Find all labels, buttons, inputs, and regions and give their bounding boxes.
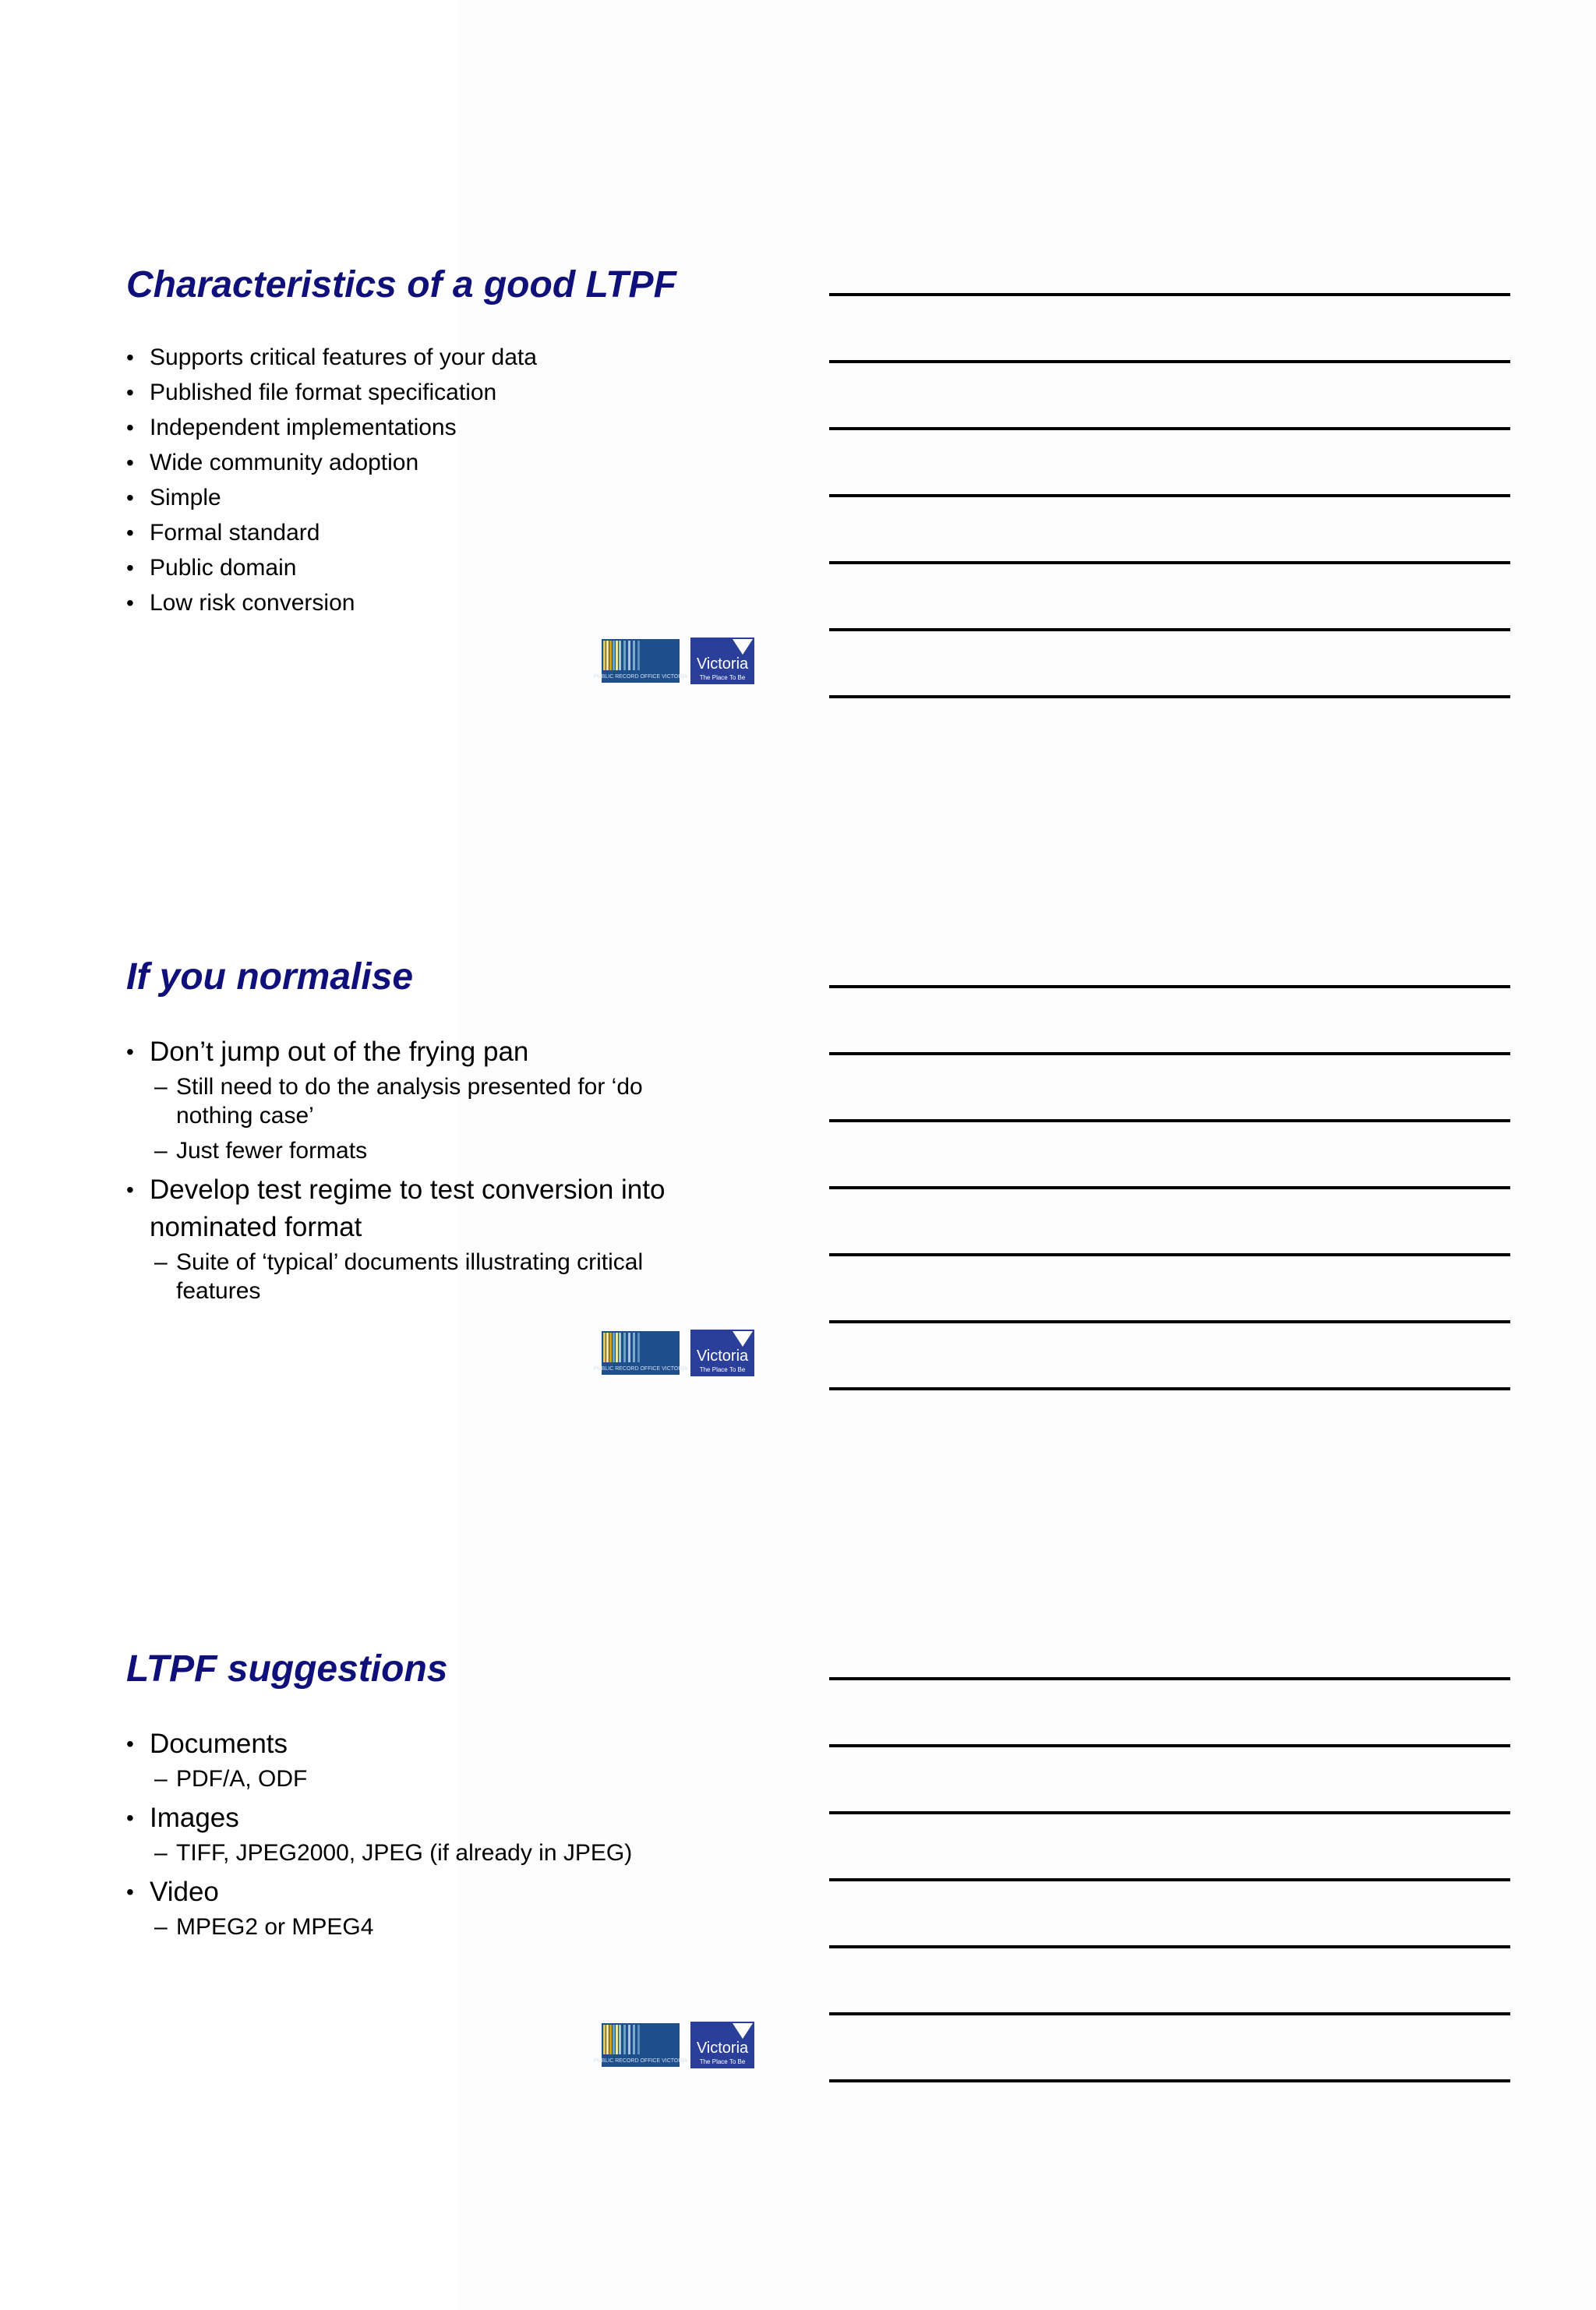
sub-bullet-list [126, 1072, 695, 1165]
sub-bullet-list [126, 1838, 765, 1867]
bullet-dot-icon: • [126, 1040, 134, 1064]
sub-bullet-list [126, 1248, 695, 1305]
bullet-item [126, 375, 719, 410]
dash-icon: – [154, 1766, 168, 1792]
note-line [829, 494, 1510, 497]
bullet-item [126, 550, 719, 585]
bullet-dot-icon: • [126, 556, 134, 580]
bullet-dot-icon: • [126, 415, 134, 440]
note-line [829, 1878, 1510, 1881]
dash-icon: – [154, 1840, 168, 1866]
sub-bullet-item [126, 1136, 695, 1165]
sub-bullet-text: Suite of ‘typical’ documents illustrating critical features [176, 1249, 644, 1304]
bullet-dot-icon: • [126, 1880, 134, 1904]
note-line [829, 1811, 1510, 1814]
note-line [829, 1744, 1510, 1747]
sub-bullet-item [126, 1838, 765, 1867]
dash-icon: – [154, 1914, 168, 1940]
bullet-text: Simple [150, 485, 221, 510]
slide-title: LTPF suggestions [126, 1648, 448, 1690]
sub-bullet-text: Just fewer formats [176, 1138, 368, 1164]
victoria-logo-tagline: The Place To Be [699, 2058, 746, 2065]
slide-title: If you normalise [126, 956, 414, 998]
sub-bullet-list [126, 1764, 765, 1793]
dash-icon: – [154, 1249, 168, 1275]
bullet-text: Published file format specification [150, 380, 497, 405]
note-line [829, 1677, 1510, 1680]
note-line [829, 1320, 1510, 1323]
bullet-item [126, 410, 719, 445]
note-line [829, 360, 1510, 363]
logo-group [593, 2022, 754, 2068]
victoria-logo-icon [690, 1330, 754, 1376]
prov-logo-icon [593, 1331, 688, 1375]
bullet-dot-icon: • [126, 1806, 134, 1830]
note-line [829, 561, 1510, 564]
sub-bullet-item [126, 1072, 695, 1130]
victoria-logo-icon [690, 638, 754, 684]
sub-bullet-text: PDF/A, ODF [176, 1766, 308, 1792]
victoria-logo-icon [690, 2022, 754, 2068]
victoria-logo-tagline: The Place To Be [699, 674, 746, 681]
notes-lines [829, 985, 1510, 1390]
bullet-list [126, 340, 719, 620]
bullet-text: Independent implementations [150, 415, 457, 440]
prov-logo-text: PUBLIC RECORD OFFICE VICTORIA [593, 674, 688, 680]
logo-group [593, 638, 754, 684]
bullet-item [126, 340, 719, 375]
slide-title: Characteristics of a good LTPF [126, 264, 676, 306]
prov-logo-text: PUBLIC RECORD OFFICE VICTORIA [593, 1366, 688, 1372]
victoria-logo-text: Victoria [696, 655, 749, 673]
bullet-text: Supports critical features of your data [150, 344, 537, 370]
sub-bullet-text: Still need to do the analysis presented for ‘do nothing case’ [176, 1074, 643, 1129]
bullet-item [126, 1800, 765, 1837]
bullet-text: Video [150, 1877, 219, 1907]
bullet-item [126, 1033, 695, 1071]
bullet-item [126, 1171, 695, 1246]
bullet-dot-icon: • [126, 345, 134, 369]
sub-bullet-list [126, 1913, 765, 1941]
sub-bullet-text: MPEG2 or MPEG4 [176, 1914, 374, 1940]
victoria-logo-text: Victoria [696, 1348, 749, 1365]
bullet-dot-icon: • [126, 521, 134, 545]
sub-bullet-item [126, 1913, 765, 1941]
note-line [829, 985, 1510, 988]
bullet-list [126, 1725, 765, 1948]
bullet-dot-icon: • [126, 591, 134, 615]
bullet-item [126, 515, 719, 550]
bullet-item [126, 1725, 765, 1763]
sub-bullet-text: TIFF, JPEG2000, JPEG (if already in JPEG) [176, 1840, 633, 1866]
bullet-text: Wide community adoption [150, 450, 419, 475]
prov-logo-icon [593, 2023, 688, 2067]
note-line [829, 1253, 1510, 1256]
sub-bullet-item [126, 1764, 765, 1793]
slide-3 [0, 1384, 1596, 2078]
bullet-dot-icon: • [126, 1178, 134, 1202]
note-line [829, 293, 1510, 296]
note-line [829, 427, 1510, 430]
bullet-text: Low risk conversion [150, 590, 355, 616]
bullet-dot-icon: • [126, 486, 134, 510]
prov-logo-text: PUBLIC RECORD OFFICE VICTORIA [593, 2058, 688, 2064]
bullet-text: Develop test regime to test conversion into nominated format [150, 1174, 666, 1242]
bullet-item [126, 585, 719, 620]
bullet-dot-icon: • [126, 380, 134, 404]
bullet-dot-icon: • [126, 1732, 134, 1756]
victoria-logo-text: Victoria [696, 2040, 749, 2057]
bullet-text: Public domain [150, 555, 297, 581]
note-line [829, 2079, 1510, 2082]
bullet-text: Images [150, 1803, 239, 1833]
note-line [829, 1945, 1510, 1948]
sub-bullet-item [126, 1248, 695, 1305]
note-line [829, 1119, 1510, 1122]
slide-1 [0, 0, 1596, 694]
notes-lines [829, 293, 1510, 698]
bullet-text: Don’t jump out of the frying pan [150, 1037, 529, 1067]
dash-icon: – [154, 1138, 168, 1164]
slide-2 [0, 692, 1596, 1386]
dash-icon: – [154, 1074, 168, 1100]
prov-logo-icon [593, 639, 688, 683]
note-line [829, 1186, 1510, 1189]
logo-group [593, 1330, 754, 1376]
note-line [829, 2012, 1510, 2015]
note-line [829, 1052, 1510, 1055]
bullet-dot-icon: • [126, 450, 134, 475]
victoria-logo-tagline: The Place To Be [699, 1366, 746, 1373]
bullet-item [126, 445, 719, 480]
bullet-item [126, 480, 719, 515]
bullet-text: Formal standard [150, 520, 320, 546]
note-line [829, 628, 1510, 631]
notes-lines [829, 1677, 1510, 2082]
bullet-item [126, 1874, 765, 1911]
bullet-list [126, 1033, 695, 1312]
bullet-text: Documents [150, 1729, 288, 1759]
